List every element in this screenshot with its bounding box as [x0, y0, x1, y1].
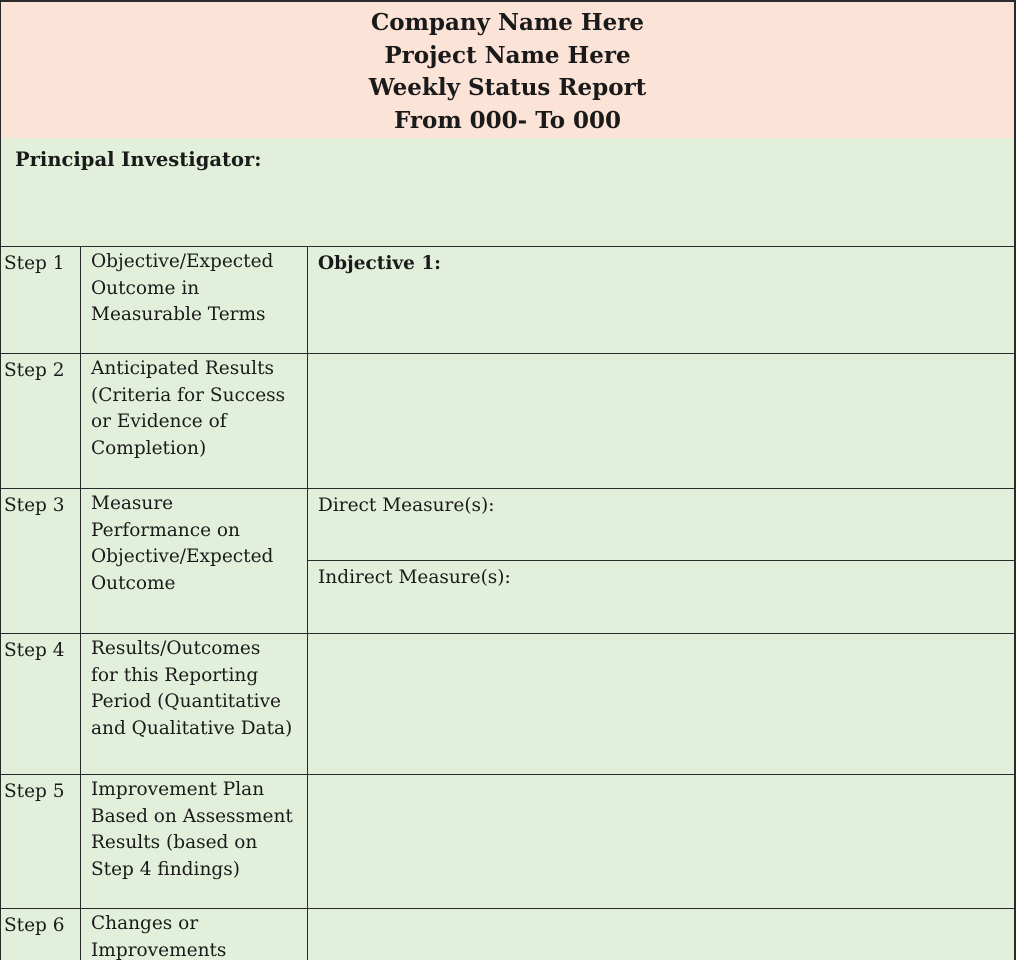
step-description-line: for this Reporting: [91, 664, 259, 686]
report-header: [1, 2, 1014, 138]
company-name: Company Name Here: [370, 9, 645, 36]
step-row-2: [1, 354, 1014, 489]
step-description: [81, 354, 308, 488]
step-row-3: [1, 489, 1014, 634]
step-label: Step 3: [1, 489, 81, 633]
report-period: From 000- To 000: [393, 106, 622, 134]
step-description-line: Objective/Expected: [91, 546, 274, 567]
step-label: Step 4: [1, 634, 81, 774]
step-description-line: Outcome: [91, 572, 176, 594]
step-description-line: Performance on: [91, 519, 240, 541]
project-name: Project Name Here: [384, 41, 631, 69]
step-description-line: Measurable Terms: [91, 304, 266, 325]
principal-investigator-field[interactable]: [1, 138, 1014, 247]
step-5-entry-cell[interactable]: [308, 775, 1014, 908]
step-description-line: Results/Outcomes: [91, 638, 261, 659]
step-description-line: Completion): [91, 437, 207, 459]
step-4-entry-cell[interactable]: [308, 634, 1014, 774]
step-3-measures: [308, 489, 1014, 633]
step-label: Step 1: [1, 247, 81, 353]
indirect-measure-label: Indirect Measure(s):: [318, 567, 511, 588]
objective-label: Objective 1:: [318, 253, 442, 274]
step-label: Step 2: [1, 354, 81, 488]
step-description-line: Results (based on: [91, 832, 258, 853]
step-1-entry-cell[interactable]: [308, 247, 1014, 353]
step-label: Step 6: [1, 909, 81, 960]
step-description: [81, 247, 308, 353]
step-description: [81, 775, 308, 908]
step-description-line: and Qualitative Data): [91, 717, 293, 739]
step-description: [81, 909, 308, 960]
step-row-1: [1, 247, 1014, 354]
step-description-line: Based on Assessment: [91, 805, 293, 827]
step-description-line: or Evidence of: [91, 411, 227, 432]
step-description-line: Improvements: [91, 939, 227, 960]
principal-investigator-label: Principal Investigator:: [15, 148, 262, 171]
step-description-line: Outcome in: [91, 277, 200, 299]
direct-measure-cell[interactable]: [308, 489, 1014, 560]
step-description: [81, 489, 308, 633]
step-description-line: Period (Quantitative: [91, 691, 281, 712]
step-description-line: Improvement Plan: [91, 779, 265, 800]
step-2-entry-cell[interactable]: [308, 354, 1014, 488]
step-label: Step 5: [1, 775, 81, 908]
step-description-line: Measure: [91, 493, 174, 514]
step-row-6: [1, 909, 1014, 960]
direct-measure-label: Direct Measure(s):: [318, 495, 495, 516]
step-description-line: Anticipated Results: [91, 358, 275, 379]
step-description-line: (Criteria for Success: [91, 384, 286, 406]
step-description-line: Changes or: [91, 913, 199, 934]
step-description: [81, 634, 308, 774]
step-description-line: Step 4 findings): [91, 858, 240, 880]
step-description-line: Objective/Expected: [91, 251, 274, 272]
indirect-measure-cell[interactable]: [308, 561, 1014, 633]
step-row-5: [1, 775, 1014, 909]
step-6-entry-cell[interactable]: [308, 909, 1014, 960]
step-row-4: [1, 634, 1014, 775]
report-title: Weekly Status Report: [368, 74, 647, 101]
